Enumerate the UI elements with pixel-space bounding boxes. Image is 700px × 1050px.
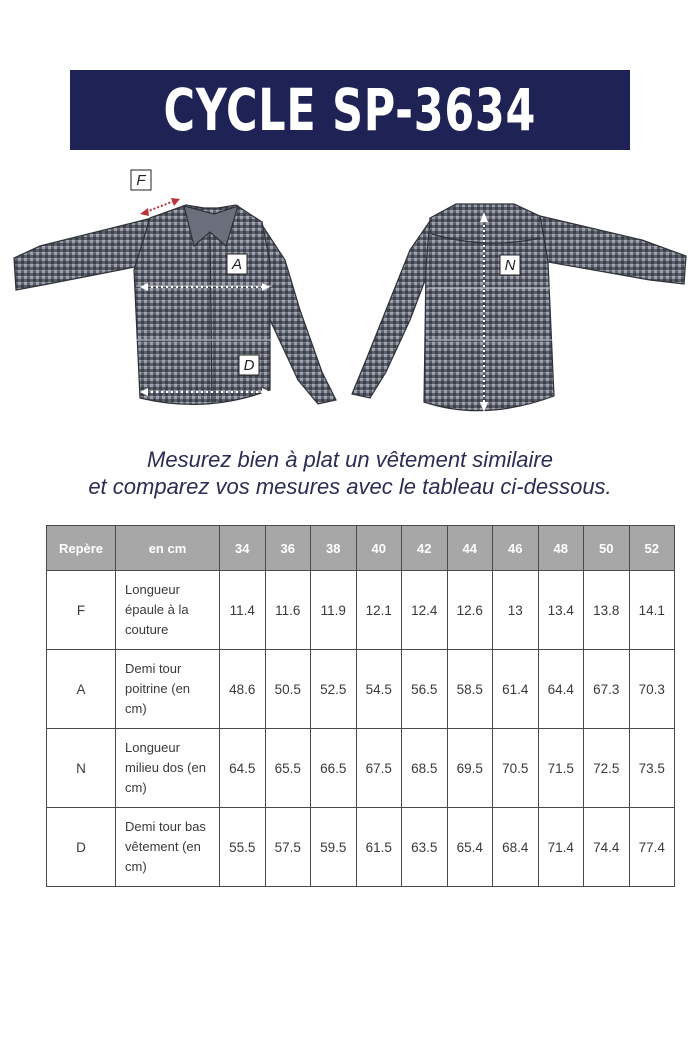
row-value: 52.5 <box>311 650 357 729</box>
row-value: 55.5 <box>220 808 266 887</box>
row-value: 68.5 <box>402 729 448 808</box>
row-value: 70.3 <box>629 650 675 729</box>
row-label: Demi tour poitrine (en cm) <box>116 650 220 729</box>
header-size: 46 <box>493 526 539 571</box>
row-value: 66.5 <box>311 729 357 808</box>
row-value: 12.4 <box>402 571 448 650</box>
table-row <box>47 729 675 808</box>
size-chart-table <box>46 525 675 887</box>
header-marker: Repère <box>47 526 116 571</box>
row-value: 13 <box>493 571 539 650</box>
row-value: 65.5 <box>265 729 311 808</box>
row-value: 11.4 <box>220 571 266 650</box>
table-row <box>47 650 675 729</box>
row-label: Demi tour bas vêtement (en cm) <box>116 808 220 887</box>
instructions-line-1: Mesurez bien à plat un vêtement similaire <box>147 447 553 472</box>
row-value: 13.4 <box>538 571 584 650</box>
row-value: 63.5 <box>402 808 448 887</box>
instructions-line-2: et comparez vos mesures avec le tableau ci-dessous. <box>88 474 612 499</box>
row-value: 48.6 <box>220 650 266 729</box>
table-row <box>47 808 675 887</box>
row-value: 54.5 <box>356 650 402 729</box>
svg-text:A: A <box>231 256 243 273</box>
header-size: 48 <box>538 526 584 571</box>
row-value: 68.4 <box>493 808 539 887</box>
row-marker: A <box>47 650 116 729</box>
row-value: 67.5 <box>356 729 402 808</box>
header-size: 36 <box>265 526 311 571</box>
table-row <box>47 571 675 650</box>
row-label: Longueur épaule à la couture <box>116 571 220 650</box>
row-value: 50.5 <box>265 650 311 729</box>
row-value: 64.5 <box>220 729 266 808</box>
row-value: 13.8 <box>584 571 630 650</box>
shirt-illustration <box>0 160 700 420</box>
row-value: 14.1 <box>629 571 675 650</box>
header-size: 50 <box>584 526 630 571</box>
page-title: CYCLE SP-3634 <box>163 76 537 144</box>
marker-f <box>131 170 151 190</box>
row-marker: F <box>47 571 116 650</box>
front-shirt <box>14 198 336 404</box>
row-value: 65.4 <box>447 808 493 887</box>
row-marker: D <box>47 808 116 887</box>
header-size: 44 <box>447 526 493 571</box>
svg-text:D: D <box>243 357 255 374</box>
svg-text:F: F <box>136 172 146 189</box>
back-shirt <box>352 204 686 412</box>
row-value: 61.4 <box>493 650 539 729</box>
row-value: 74.4 <box>584 808 630 887</box>
header-size: 38 <box>311 526 357 571</box>
row-value: 56.5 <box>402 650 448 729</box>
measuring-instructions <box>0 446 700 500</box>
row-value: 59.5 <box>311 808 357 887</box>
header-size: 42 <box>402 526 448 571</box>
row-value: 12.1 <box>356 571 402 650</box>
row-label: Longueur milieu dos (en cm) <box>116 729 220 808</box>
row-value: 11.6 <box>265 571 311 650</box>
row-value: 71.4 <box>538 808 584 887</box>
marker-n <box>500 255 520 275</box>
row-value: 69.5 <box>447 729 493 808</box>
row-value: 61.5 <box>356 808 402 887</box>
table-header-row <box>47 526 675 571</box>
header-size: 34 <box>220 526 266 571</box>
marker-a <box>227 254 247 274</box>
row-value: 72.5 <box>584 729 630 808</box>
header-unit: en cm <box>116 526 220 571</box>
title-banner <box>70 70 630 150</box>
row-value: 11.9 <box>311 571 357 650</box>
row-value: 70.5 <box>493 729 539 808</box>
row-value: 12.6 <box>447 571 493 650</box>
row-value: 67.3 <box>584 650 630 729</box>
row-value: 57.5 <box>265 808 311 887</box>
row-value: 77.4 <box>629 808 675 887</box>
row-value: 64.4 <box>538 650 584 729</box>
row-marker: N <box>47 729 116 808</box>
header-size: 52 <box>629 526 675 571</box>
svg-text:N: N <box>504 257 516 274</box>
header-size: 40 <box>356 526 402 571</box>
row-value: 71.5 <box>538 729 584 808</box>
row-value: 73.5 <box>629 729 675 808</box>
marker-d <box>239 355 259 375</box>
row-value: 58.5 <box>447 650 493 729</box>
